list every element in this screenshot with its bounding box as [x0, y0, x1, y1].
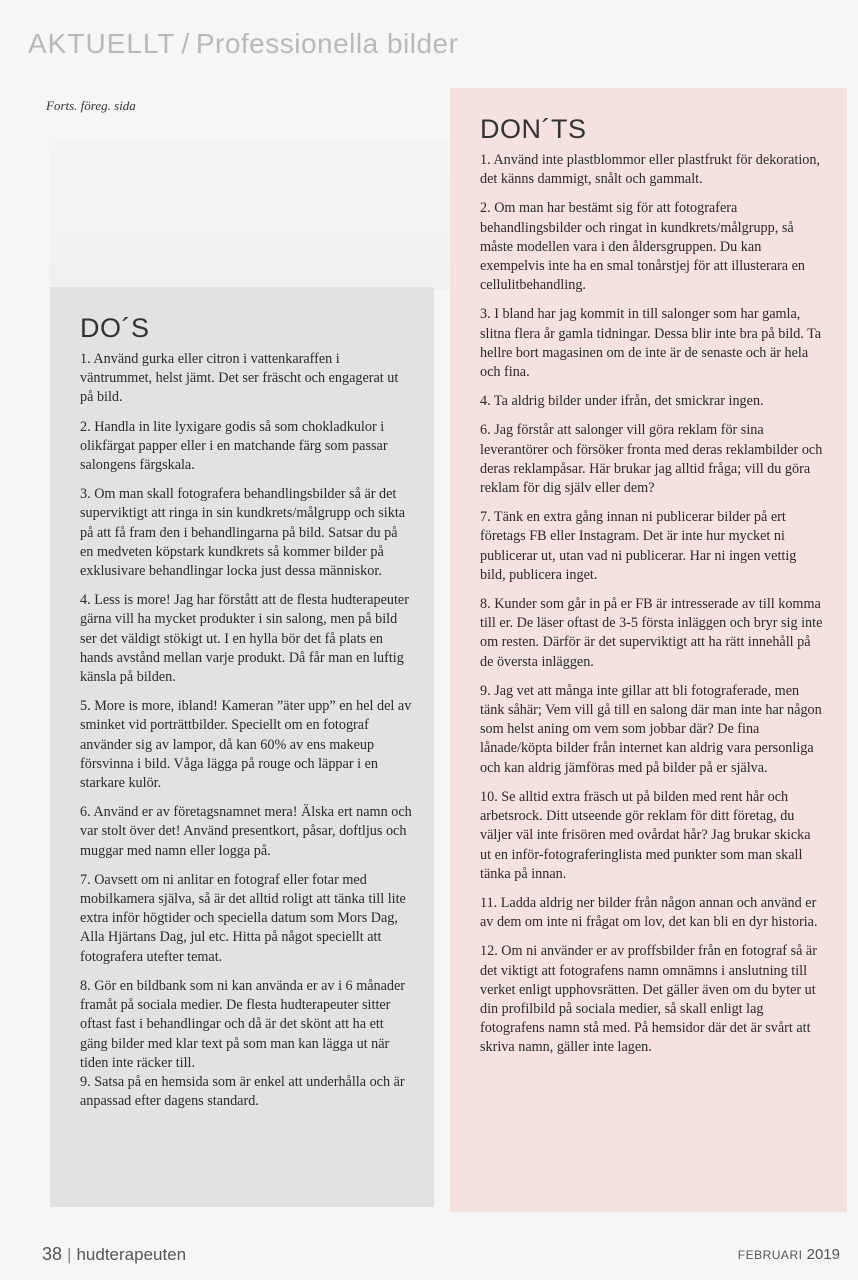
- dos-item: 4. Less is more! Jag har förstått att de flesta hudterapeuter gärna vill ha mycket produkter i sin salong, men på bild ser det väldigt stökigt ut. I en hylla bör det få plats en hands avstånd mellan varje produkt. Då får man en luftig känsla på bilden.: [80, 592, 409, 686]
- donts-item: 8. Kunder som går in på er FB är intresserade av till komma till er. De läser oftast de 3-5 första inläggen och bryr sig inte om resten. Därför är det superviktigt att ha rätt innehåll på de översta inläggen.: [480, 596, 823, 670]
- donts-item: 3. I bland har jag kommit in till salonger som har gamla, slitna flera år gamla tidningar. Dessa blir inte bra på bild. Ta hellre bort magasinen om de inte är de senaste och är hela och fina.: [480, 306, 822, 381]
- donts-item: 7. Tänk en extra gång innan ni publicerar bilder på ert företags FB eller Instagram. Det är inte hur mycket ni publicerar ut, utan vad ni publicerar. Har ni ingen vettig bild, publicera inget.: [480, 509, 797, 583]
- donts-box: [450, 88, 847, 1212]
- section-label: AKTUELLT: [28, 28, 176, 59]
- dos-box: [50, 287, 434, 1207]
- issue-year: 2019: [806, 1246, 840, 1263]
- page-footer-left: [42, 1244, 186, 1265]
- donts-heading: DON´TS: [480, 114, 587, 144]
- donts-item: 12. Om ni använder er av proffsbilder från en fotograf så är det viktigt att fotografens namn omnämns i anslutning till verket enligt upphovsrätten. Det gäller även om du byter ut din profilbild på sociala medier, så skall enligt lag fotografens namn stå med. På hemsidor där det är svårt att skriva namn, gäller inte lagen.: [480, 943, 817, 1056]
- dos-item: 8. Gör en bildbank som ni kan använda er av i 6 månader framåt på sociala medier. De flesta hudterapeuter sitter oftast fast i behandlingar och då är det skönt att ha ett gäng bilder med klar text på som man kan lägga ut när tiden inte räcker till.: [80, 977, 406, 1071]
- donts-item: 11. Ladda aldrig ner bilder från någon annan och använd er av dem om inte ni frågat om lov, det kan bli en dyr historia.: [480, 894, 818, 931]
- page-number: 38: [42, 1244, 63, 1264]
- donts-item: 2. Om man har bestämt sig för att fotografera behandlingsbilder och ringat in kundkrets/målgrupp, så måste modellen vara i den åldersgruppen. Du kan exempelvis inte ha en smal tonårstjej för att illusterara en cellulitbehandling.: [480, 200, 806, 294]
- donts-item: 1. Använd inte plastblommor eller plastfrukt för dekoration, det känns dammigt, snålt och gammalt.: [480, 152, 821, 188]
- continued-note: Forts. föreg. sida: [46, 98, 136, 113]
- donts-item: 9. Jag vet att många inte gillar att bli fotograferade, men tänk såhär; Vem vill gå till en salong där man inte har någon som helst aning om vem som jobbar där? De fina lånade/köpta bilder från internet kan aldrig vara personliga och kan aldrig jämföras med på bilder på er själva.: [480, 682, 822, 776]
- dos-item: 7. Oavsett om ni anlitar en fotograf eller fotar med mobilkamera själva, så är det alltid roligt att tänka till lite extra inför högtider och speciella datum som Mors Dag, Alla Hjärtans Dag, jul etc. Hitta på något speciellt att fotografera utefter temat.: [80, 871, 406, 965]
- article-title: Professionella bilder: [195, 28, 459, 59]
- page-header: [28, 28, 458, 60]
- magazine-name: hudterapeuten: [76, 1245, 187, 1264]
- donts-item: 10. Se alltid extra fräsch ut på bilden med rent hår och arbetsrock. Ditt utseende gör reklam för ditt företag, du väljer väl inte frisören med ovårdat hår? Jag brukar skicka ut en inför-fotograferinglista med punkter som man skall tänka på innan.: [480, 788, 811, 882]
- dos-item: 5. More is more, ibland! Kameran ”äter upp” en hel del av sminket vid porträttbilder. Speciellt om en fotograf använder sig av lampor, då kan 60% av ens makeup försvinna i bild. Våga lägga på rouge och läppar i en starkare kulör.: [80, 698, 412, 792]
- page-footer-right: [738, 1246, 840, 1263]
- dos-item: 6. Använd er av företagsnamnet mera! Älska ert namn och var stolt över det! Använd presentkort, påsar, doftljus och muggar med namn eller logga på.: [80, 804, 412, 859]
- issue-month: FEBRUARI: [737, 1248, 803, 1262]
- dos-item: 3. Om man skall fotografera behandlingsbilder så är det superviktigt att ringa in sin kundkrets/målgrupp och sikta på att få fram den i behandlingarna på bild. Satsar du på en medveten köpstark kundkrets så kommer bilder på exklusivare behandlingar locka just dessa människor.: [80, 486, 406, 580]
- donts-item: 4. Ta aldrig bilder under ifrån, det smickrar ingen.: [480, 393, 764, 410]
- donts-item: 6. Jag förstår att salonger vill göra reklam för sina leverantörer och försöker fronta med deras reklambilder och deras reklampåsar. Här brukar jag alltid fråga; vill du göra reklam för dig själv eller dem?: [480, 422, 823, 497]
- header-separator: /: [181, 28, 190, 59]
- background-show-through: [50, 140, 450, 290]
- dos-item: 2. Handla in lite lyxigare godis så som chokladkulor i olikfärgat papper eller i en matchande färg som passar salongens färgskala.: [80, 418, 388, 474]
- dos-item: 1. Använd gurka eller citron i vattenkaraffen i väntrummet, helst jämt. Det ser fräscht och engagerat ut på bild.: [80, 351, 399, 406]
- dos-item: 9. Satsa på en hemsida som är enkel att underhålla och är anpassad efter dagens standard.: [80, 1073, 405, 1110]
- dos-heading: DO´S: [80, 313, 150, 343]
- footer-separator: |: [67, 1245, 72, 1264]
